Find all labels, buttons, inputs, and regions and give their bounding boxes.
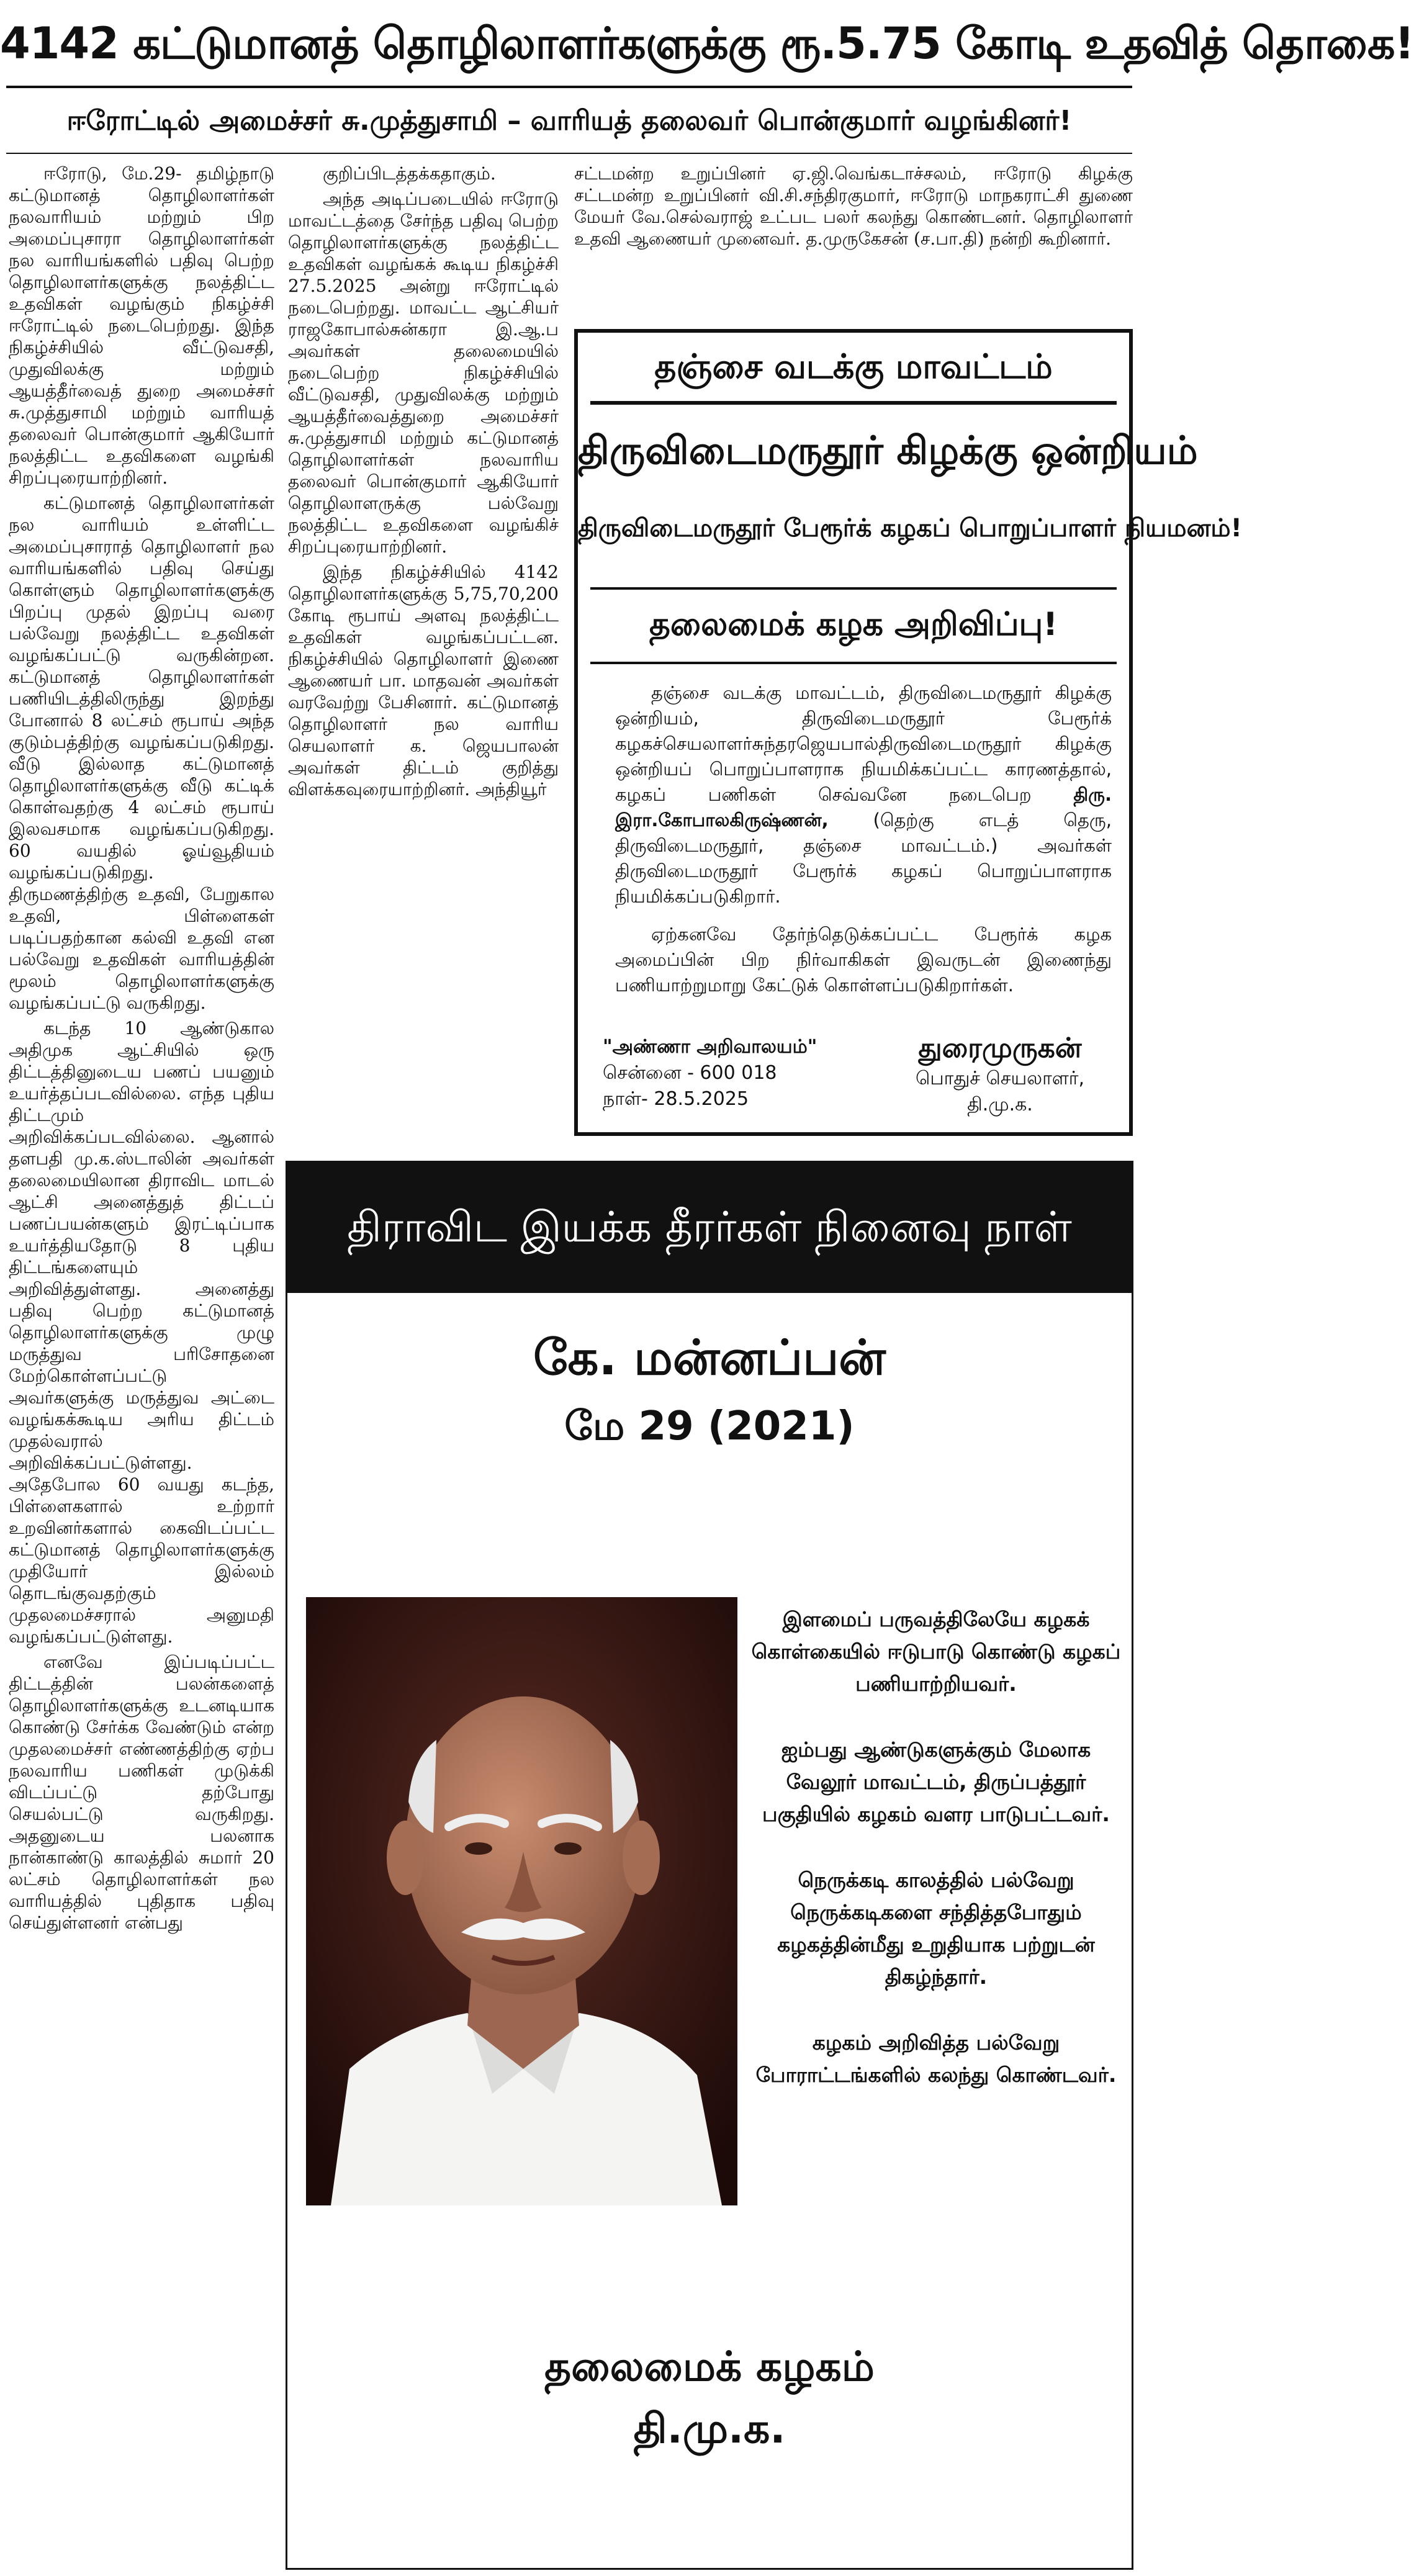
article-paragraph: ஈரோடு, மே.29- தமிழ்நாடு கட்டுமானத் தொழிலாளர்கள் நலவாரியம் மற்றும் பிற அமைப்புசாரா தொழிலாளர்கள் நல வாரியங்களில் பதிவு பெற்ற தொழிலாளர்களுக்கு நலத்திட்ட உதவிகள் வழங்கும் நிகழ்ச்சி ஈரோட்டில் நடைபெற்றது. இந்த நிகழ்ச்சியில் வீட்டுவசதி, முதுவிலக்கு மற்றும் ஆயத்தீர்வைத் துறை அமைச்சர் சு.முத்துசாமி மற்றும் வாரியத் தலைவர் பொன்குமார் ஆகியோர் நலத்திட்ட உதவிகளை வழங்கி சிறப்புரையாற்றினர்.	[9, 163, 274, 488]
signatory-party: தி.மு.க.	[967, 1094, 1033, 1115]
article-paragraph: எனவே இப்படிப்பட்ட திட்டத்தின் பலன்களைத் தொழிலாளர்களுக்கு உடனடியாக கொண்டு சேர்க்க வேண்டும் என்ற முதலமைச்சர் எண்ணத்திற்கு ஏற்ப நலவாரிய பணிகள் முடுக்கி விடப்பட்டு தற்போது செயல்பட்டு வருகிறது. அதனுடைய பலனாக நான்காண்டு காலத்தில் சுமார் 20 லட்சம் தொழிலாளர்கள் நல வாரியத்தில் புதிதாக பதிவு செய்துள்ளனர் என்பது	[9, 1652, 274, 1933]
notice-text: (தெற்கு எடத் தெரு, திருவிடைமருதூர், தஞ்சை மாவட்டம்.) அவர்கள் திருவிடைமருதூர் பேரூர்க் கழகப் பொறுப்பாளராக நியமிக்கப்படுகிறார்.	[615, 809, 1112, 907]
article-column-2	[288, 163, 559, 1162]
sub-headline: ஈரோட்டில் அமைச்சர் சு.முத்துசாமி – வாரியத் தலைவர் பொன்குமார் வழங்கினர்!	[66, 105, 1072, 137]
memorial-banner: திராவிட இயக்க தீரர்கள் நினைவு நாள்	[287, 1163, 1132, 1293]
notice-hq: "அண்ணா அறிவாலயம்"	[603, 1036, 817, 1058]
article-paragraph: இந்த நிகழ்ச்சியில் 4142 தொழிலாளர்களுக்கு 5,75,70,200 கோடி ரூபாய் அளவு நலத்திட்ட உதவிகள் வழங்கப்பட்டன. நிகழ்ச்சியில் தொழிலாளர் இணை ஆணையர் பா. மாதவன் அவர்கள் வரவேற்று பேசினார். கட்டுமானத் தொழிலாளர் நல வாரிய செயலாளர் க. ஜெயபாலன் அவர்கள் திட்டம் குறித்து விளக்கவுரையாற்றினர். அந்தியூர்	[288, 562, 559, 799]
tribute-paragraph: இளமைப் பருவத்திலேயே கழகக் கொள்கையில் ஈடுபாடு கொண்டு கழகப் பணியாற்றியவர்.	[751, 1607, 1121, 1696]
notice-signature	[888, 1031, 1112, 1118]
notice-divider	[590, 662, 1117, 664]
signatory-name: துரைமுருகன்	[918, 1032, 1082, 1064]
article-paragraph: கடந்த 10 ஆண்டுகால அதிமுக ஆட்சியில் ஒரு திட்டத்தினுடைய பணப் பயனும் உயர்த்தப்படவில்லை. எந்த புதிய திட்டமும் அறிவிக்கப்படவில்லை. ஆனால் தளபதி மு.க.ஸ்டாலின் அவர்கள் தலைமையிலான திராவிட மாடல் ஆட்சி அனைத்துத் திட்டப் பணப்பயன்களும் இரட்டிப்பாக உயர்த்தியதோடு 8 புதிய திட்டங்களையும் அறிவித்துள்ளது. அனைத்து பதிவு பெற்ற கட்டுமானத் தொழிலாளர்களுக்கு முழு மருத்துவ பரிசோதனை மேற்கொள்ளப்பட்டு அவர்களுக்கு மருத்துவ அட்டை வழங்கக்கூடிய அரிய திட்டம் முதல்வரால் அறிவிக்கப்பட்டுள்ளது. அதேபோல 60 வயது கடந்த, பிள்ளைகளால் உற்றார் உறவினர்களால் கைவிடப்பட்ட கட்டுமானத் தொழிலாளர்களுக்கு முதியோர் இல்லம் தொடங்குவதற்கும் முதலமைச்சரால் அனுமதி வழங்கப்பட்டுள்ளது.	[9, 1018, 274, 1647]
notice-district: தஞ்சை வடக்கு மாவட்டம்	[654, 347, 1053, 386]
portrait-photo	[306, 1597, 737, 2205]
appointee-name: திரு. இரா.கோபாலகிருஷ்ணன்,	[615, 784, 1112, 831]
article-column-1	[9, 163, 274, 2565]
notice-divider	[590, 401, 1117, 405]
article-paragraph: அந்த அடிப்படையில் ஈரோடு மாவட்டத்தை சேர்ந்த பதிவு பெற்ற தொழிலாளர்களுக்கு நலத்திட்ட உதவிகள் வழங்கக் கூடிய நிகழ்ச்சி 27.5.2025 அன்று ஈரோட்டில் நடைபெற்றது. மாவட்ட ஆட்சியர் ராஜகோபால்சுன்கரா இ.ஆ.ப அவர்கள் தலைமையில் நடைபெற்ற நிகழ்ச்சியில் வீட்டுவசதி, முதுவிலக்கு மற்றும் ஆயத்தீர்வைத்துறை அமைச்சர் சு.முத்துசாமி மற்றும் கட்டுமானத் தொழிலாளர்கள் நலவாரிய தலைவர் பொன்குமார் ஆகியோர் தொழிலாளருக்கு பல்வேறு நலத்திட்ட உதவிகளை வழங்கிச் சிறப்புரையாற்றினர்.	[288, 189, 559, 557]
notice-address	[603, 1034, 870, 1112]
party-notice-box	[574, 329, 1242, 1136]
footer-party: தி.மு.க.	[633, 2405, 786, 2452]
notice-paragraph	[615, 680, 1112, 909]
signatory-designation: பொதுச் செயலாளர்,	[915, 1068, 1085, 1089]
memorial-name: கே. மன்னப்பன்	[533, 1330, 886, 1386]
notice-appointment: திருவிடைமருதூர் பேரூர்க் கழகப் பொறுப்பாளர் நியமனம்!	[578, 514, 1242, 543]
tribute-paragraph: கழகம் அறிவித்த பல்வேறு போராட்டங்களில் கலந்து கொண்டவர்.	[755, 2030, 1117, 2087]
notice-city: சென்னை - 600 018	[603, 1062, 777, 1084]
notice-divider	[590, 587, 1117, 590]
article-paragraph: குறிப்பிடத்தக்கதாகும்.	[323, 163, 496, 184]
headline-divider	[6, 86, 1132, 88]
notice-body	[615, 680, 1112, 1011]
memorial-box	[286, 1161, 1133, 2570]
memorial-date: மே 29 (2021)	[564, 1403, 855, 1449]
memorial-footer	[287, 2336, 1132, 2460]
portrait-illustration	[306, 1597, 737, 2205]
notice-heading: தலைமைக் கழக அறிவிப்பு!	[649, 606, 1058, 643]
memorial-tribute	[750, 1603, 1122, 2125]
main-headline: 4142 கட்டுமானத் தொழிலாளர்களுக்கு ரூ.5.75 கோடி உதவித் தொகை!	[0, 18, 1414, 69]
footer-org: தலைமைக் கழகம்	[544, 2343, 875, 2390]
notice-union: திருவிடைமருதூர் கிழக்கு ஒன்றியம்	[578, 428, 1198, 473]
article-paragraph: சட்டமன்ற உறுப்பினர் ஏ.ஜி.வெங்கடாச்சலம், ஈரோடு கிழக்கு சட்டமன்ற உறுப்பினர் வி.சி.சந்திரகுமார், ஈரோடு மாநகராட்சி துணை மேயர் வே.செல்வராஜ் உட்பட பலர் கலந்து கொண்டனர். தொழிலாளர் உதவி ஆணையர் முனைவர். த.முருகேசன் (ச.பா.தி) நன்றி கூறினார்.	[574, 163, 1133, 249]
article-paragraph: கட்டுமானத் தொழிலாளர்கள் நல வாரியம் உள்ளிட்ட அமைப்புசாராத் தொழிலாளர் நல வாரியங்களில் பதிவு செய்து கொள்ளும் தொழிலாளர்களுக்கு பிறப்பு முதல் இறப்பு வரை பல்வேறு நலத்திட்ட உதவிகள் வழங்கப்பட்டு வருகின்றன. கட்டுமானத் தொழிலாளர்கள் பணியிடத்திலிருந்து இறந்து போனால் 8 லட்சம் ரூபாய் அந்த குடும்பத்திற்கு வழங்கப்படுகிறது. வீடு இல்லாத கட்டுமானத் தொழிலாளர்களுக்கு வீடு கட்டிக் கொள்வதற்கு 4 லட்சம் ரூபாய் இலவசமாக வழங்கப்படுகிறது. 60 வயதில் ஓய்வூதியம் வழங்கப்படுகிறது. திருமணத்திற்கு உதவி, பேறுகால உதவி, பிள்ளைகள் படிப்பதற்கான கல்வி உதவி என பல்வேறு உதவிகள் வாரியத்தின் மூலம் தொழிலாளர்களுக்கு வழங்கப்பட்டு வருகிறது.	[9, 493, 274, 1013]
tribute-paragraph: ஐம்பது ஆண்டுகளுக்கும் மேலாக வேலூர் மாவட்டம், திருப்பத்தூர் பகுதியில் கழகம் வளர பாடுபட்டவர்.	[762, 1737, 1110, 1826]
tribute-paragraph: நெருக்கடி காலத்தில் பல்வேறு நெருக்கடிகளை சந்தித்தபோதும் கழகத்தின்மீது உறுதியாக பற்றுடன் திகழ்ந்தார்.	[777, 1868, 1095, 1989]
subhead-divider	[6, 153, 1132, 154]
notice-date: நாள்- 28.5.2025	[603, 1088, 749, 1110]
notice-text: தஞ்சை வடக்கு மாவட்டம், திருவிடைமருதூர் கிழக்கு ஒன்றியம், திருவிடைமருதூர் பேரூர்க் கழகச்செயலாளர்சுந்தரஜெயபால்திருவிடைமருதூர் கிழக்கு ஒன்றியப் பொறுப்பாளராக நியமிக்கப்பட்ட காரணத்தால், கழகப் பணிகள் செவ்வனே நடைபெற	[615, 682, 1112, 805]
notice-paragraph: ஏற்கனவே தேர்ந்தெடுக்கப்பட்ட பேரூர்க் கழக அமைப்பின் பிற நிர்வாகிகள் இவருடன் இணைந்து பணியாற்றுமாறு கேட்டுக் கொள்ளப்படுகிறார்கள்.	[615, 924, 1112, 996]
article-column-3	[574, 163, 1133, 315]
